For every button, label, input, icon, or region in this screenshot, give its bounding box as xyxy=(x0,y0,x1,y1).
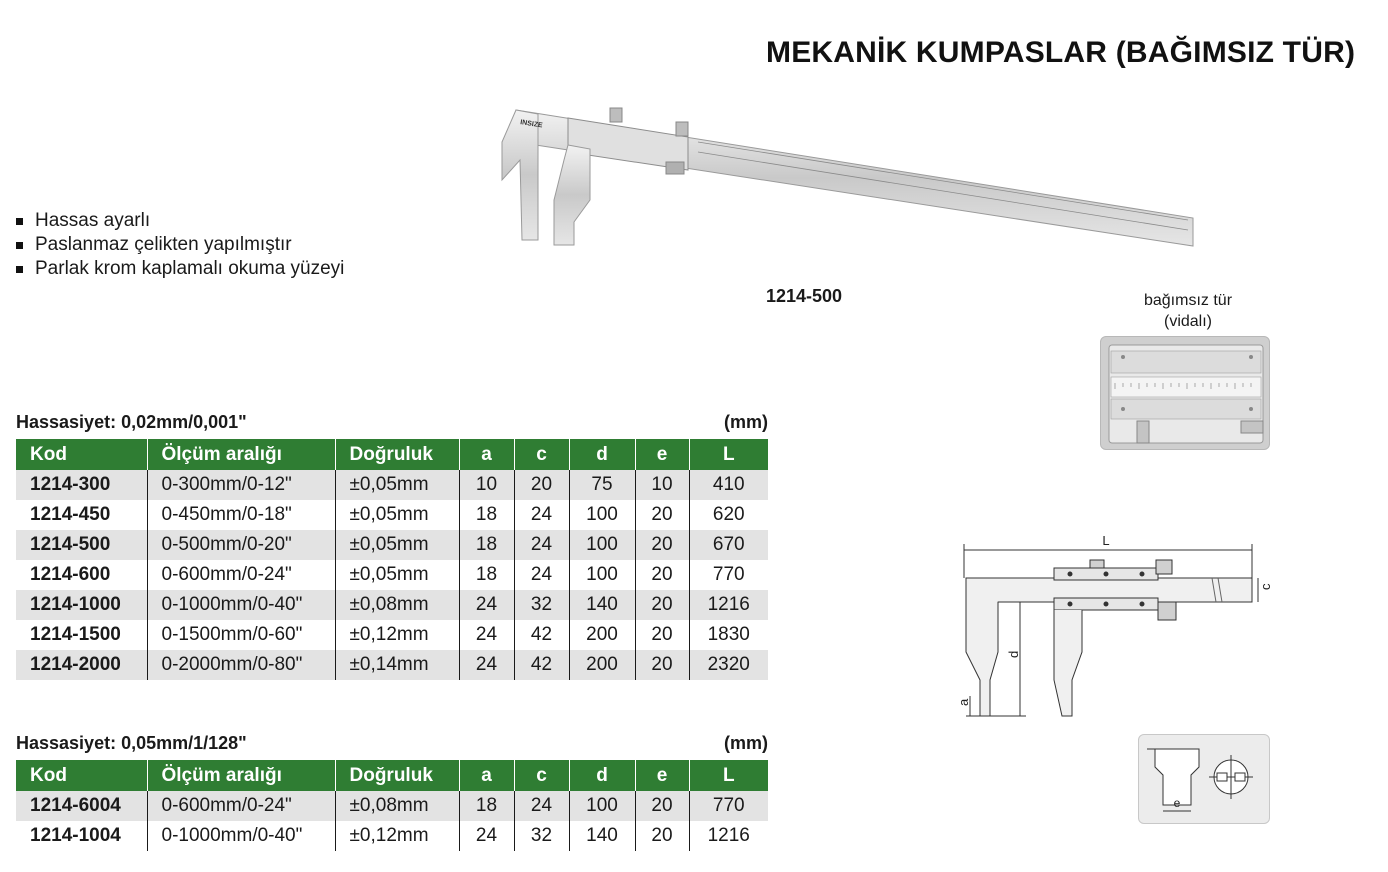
cell-code: 1214-1004 xyxy=(16,821,147,851)
cell-range: 0-300mm/0-12" xyxy=(147,470,335,500)
cell-accuracy: ±0,05mm xyxy=(335,530,459,560)
cell-range: 0-500mm/0-20" xyxy=(147,530,335,560)
cell-L: 1830 xyxy=(707,624,750,645)
col-header-code: Kod xyxy=(16,760,147,791)
cell-d: 100 xyxy=(569,791,635,821)
cell-range: 0-450mm/0-18" xyxy=(147,500,335,530)
table1-heading xyxy=(16,412,768,433)
cell-L: 770 xyxy=(712,564,745,585)
cell-a: 10 xyxy=(459,470,514,500)
cell-L: 670 xyxy=(689,530,768,560)
cell-range: 0-1000mm/0-40" xyxy=(147,590,335,620)
cell-a: 18 xyxy=(459,500,514,530)
table-row xyxy=(16,821,768,851)
col-header-range: Ölçüm aralığı xyxy=(147,760,335,791)
bullet-square-icon xyxy=(16,218,23,225)
page-title: MEKANİK KUMPASLAR (BAĞIMSIZ TÜR) xyxy=(766,36,1356,69)
cell-L: 620 xyxy=(712,504,745,525)
cell-d: 200 xyxy=(569,650,635,680)
cell-d: 140 xyxy=(569,821,635,851)
cell-e: 20 xyxy=(635,821,689,851)
table-row xyxy=(16,500,768,530)
cell-code: 1214-2000 xyxy=(16,650,147,680)
table-row xyxy=(16,791,768,821)
cell-e: 20 xyxy=(635,590,689,620)
cell-accuracy: ±0,05mm xyxy=(335,560,459,590)
cell-e: 20 xyxy=(635,530,689,560)
cell-accuracy: ±0,05mm xyxy=(335,470,459,500)
feature-text: Hassas ayarlı xyxy=(35,210,151,231)
cell-accuracy: ±0,12mm xyxy=(335,821,459,851)
feature-text: Parlak krom kaplamalı okuma yüzeyi xyxy=(35,258,345,279)
slider-closeup-icon xyxy=(1101,337,1271,451)
col-header-a: a xyxy=(459,439,514,470)
table-header-row xyxy=(16,439,768,470)
cell-e: 20 xyxy=(635,791,689,821)
table-header-row xyxy=(16,760,768,791)
cell-accuracy: ±0,12mm xyxy=(335,620,459,650)
jaw-section-icon xyxy=(1139,735,1271,825)
col-header-c: c xyxy=(514,439,569,470)
cell-c: 24 xyxy=(514,560,569,590)
cell-e: 20 xyxy=(635,560,689,590)
cell-L: 770 xyxy=(689,791,768,821)
cell-c: 20 xyxy=(514,470,569,500)
brand-logo-text: INSIZE xyxy=(519,119,544,130)
inset-slider-image xyxy=(1100,336,1270,450)
col-header-e: e xyxy=(635,439,689,470)
col-header-accuracy: Doğruluk xyxy=(335,439,459,470)
cell-code: 1214-300 xyxy=(16,470,147,500)
cell-d: 100 xyxy=(569,500,635,530)
cell-e: 20 xyxy=(635,650,689,680)
cell-c: 42 xyxy=(514,650,569,680)
cell-e: 10 xyxy=(635,470,689,500)
cell-d: 200 xyxy=(569,620,635,650)
photo-caption: 1214-500 xyxy=(766,286,843,306)
cell-d: 140 xyxy=(569,590,635,620)
cell-e: 20 xyxy=(635,620,689,650)
col-header-code: Kod xyxy=(16,439,147,470)
cell-L: 1216 xyxy=(689,590,768,620)
cell-range: 0-600mm/0-24" xyxy=(147,560,335,590)
table-row xyxy=(16,470,768,500)
feature-list xyxy=(16,209,344,281)
jaw-section-drawing xyxy=(1138,734,1270,824)
cell-code: 1214-6004 xyxy=(16,791,147,821)
feature-text: Paslanmaz çelikten yapılmıştır xyxy=(35,234,292,255)
cell-L: 410 xyxy=(689,470,768,500)
bullet-square-icon xyxy=(16,242,23,249)
cell-accuracy: ±0,14mm xyxy=(335,650,459,680)
cell-accuracy: ±0,05mm xyxy=(335,500,459,530)
feature-item xyxy=(16,257,344,281)
col-header-a: a xyxy=(459,760,514,791)
cell-c: 24 xyxy=(514,500,569,530)
cell-a: 24 xyxy=(459,821,514,851)
table2-heading xyxy=(16,733,768,754)
cell-accuracy: ±0,08mm xyxy=(335,791,459,821)
cell-d: 100 xyxy=(569,530,635,560)
cell-a: 18 xyxy=(459,791,514,821)
cell-code: 1214-1000 xyxy=(16,590,147,620)
col-header-e: e xyxy=(635,760,689,791)
label-L: L xyxy=(1102,533,1110,548)
cell-range: 0-1500mm/0-60" xyxy=(147,620,335,650)
col-header-c: c xyxy=(514,760,569,791)
bullet-square-icon xyxy=(16,266,23,273)
cell-a: 24 xyxy=(459,590,514,620)
table2-precision: Hassasiyet: 0,05mm/1/128" xyxy=(16,733,247,753)
col-header-accuracy: Doğruluk xyxy=(335,760,459,791)
col-header-range: Ölçüm aralığı xyxy=(147,439,335,470)
cell-code: 1214-500 xyxy=(16,530,147,560)
table-row xyxy=(16,650,768,680)
cell-c: 24 xyxy=(514,791,569,821)
cell-a: 24 xyxy=(459,620,514,650)
cell-c: 42 xyxy=(514,620,569,650)
col-header-L: L xyxy=(689,439,768,470)
caliper-product-image xyxy=(498,100,1198,250)
cell-d: 100 xyxy=(569,560,635,590)
table1-precision: Hassasiyet: 0,02mm/0,001" xyxy=(16,412,247,432)
cell-e: 20 xyxy=(635,500,689,530)
col-header-L: L xyxy=(689,760,768,791)
cell-range: 0-600mm/0-24" xyxy=(147,791,335,821)
table-row xyxy=(16,590,768,620)
cell-code: 1214-1500 xyxy=(16,620,147,650)
table1-unit: (mm) xyxy=(724,412,768,432)
col-header-d: d xyxy=(569,760,635,791)
cell-range: 0-2000mm/0-80" xyxy=(147,650,335,680)
cell-accuracy: ±0,08mm xyxy=(335,590,459,620)
label-d: d xyxy=(1006,650,1021,658)
cell-c: 32 xyxy=(514,590,569,620)
cell-L: 2320 xyxy=(689,650,768,680)
cell-c: 32 xyxy=(514,821,569,851)
cell-c: 24 xyxy=(514,530,569,560)
inset-label-line1: bağımsız tür xyxy=(1143,292,1233,309)
label-a: a xyxy=(956,698,971,706)
col-header-d: d xyxy=(569,439,635,470)
table-row xyxy=(16,620,768,650)
feature-item xyxy=(16,233,344,257)
cell-L: 1216 xyxy=(707,825,750,846)
inset-label xyxy=(1110,290,1266,332)
spec-table-1 xyxy=(16,439,768,680)
table-row xyxy=(16,560,768,590)
cell-a: 18 xyxy=(459,530,514,560)
spec-table-2 xyxy=(16,760,768,851)
cell-d: 75 xyxy=(569,470,635,500)
label-e: e xyxy=(1173,796,1181,810)
feature-item xyxy=(16,209,344,233)
cell-a: 18 xyxy=(459,560,514,590)
dimension-drawing xyxy=(950,530,1280,720)
cell-code: 1214-600 xyxy=(16,560,147,590)
cell-range: 0-1000mm/0-40" xyxy=(147,821,335,851)
cell-a: 24 xyxy=(459,650,514,680)
inset-label-line2: (vidalı) xyxy=(1163,313,1212,330)
table2-unit: (mm) xyxy=(724,733,768,753)
table-row xyxy=(16,530,768,560)
label-c: c xyxy=(1258,583,1273,590)
cell-code: 1214-450 xyxy=(16,500,147,530)
